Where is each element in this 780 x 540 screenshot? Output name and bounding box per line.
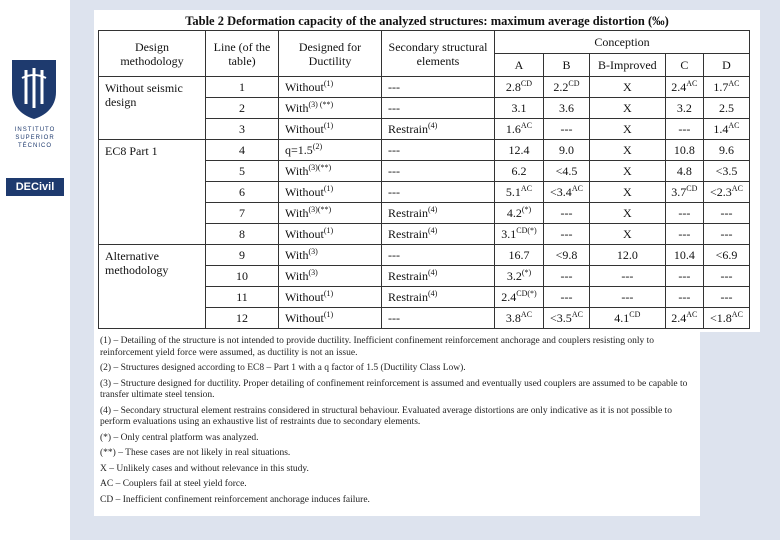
footnote: X – Unlikely cases and without relevance in this study. <box>100 463 309 474</box>
cell-value: X <box>623 101 632 115</box>
designed-cell <box>279 308 382 329</box>
value-cell-b-improved <box>590 182 666 203</box>
footnote: (1) – Detailing of the structure is not intended to provide ductility. Inefficient confinement reinforcement anchorage and couplers resisting only to reinforcement yield force were assumed, as ductility is not an issue. <box>100 336 654 358</box>
value-cell-c <box>665 77 703 98</box>
sidebar <box>0 0 70 540</box>
cell-value: Restrain <box>388 269 428 283</box>
designed-cell <box>279 161 382 182</box>
cell-superscript: CD(*) <box>516 226 537 235</box>
cell-value: --- <box>678 227 691 241</box>
value-cell-c <box>665 161 703 182</box>
cell-superscript: (4) <box>428 226 438 235</box>
designed-cell <box>279 98 382 119</box>
cell-value: --- <box>720 227 733 241</box>
line-cell <box>206 119 279 140</box>
value-cell-c <box>665 119 703 140</box>
cell-value: Without <box>285 227 324 241</box>
cell-superscript: (4) <box>428 289 438 298</box>
cell-value: With <box>285 206 309 220</box>
value-cell-b <box>543 119 589 140</box>
header-col-a: A <box>495 54 544 77</box>
designed-cell <box>279 119 382 140</box>
cell-value: 3.2 <box>676 101 692 115</box>
cell-superscript: CD(*) <box>516 289 537 298</box>
value-cell-c <box>665 287 703 308</box>
secondary-cell <box>382 119 495 140</box>
methodology-cell: Without seismic design <box>99 77 206 140</box>
cell-value: 4.1 <box>614 311 630 325</box>
cell-value: 3 <box>239 122 245 136</box>
line-cell <box>206 203 279 224</box>
line-cell <box>206 98 279 119</box>
cell-value: 9 <box>239 248 245 262</box>
cell-value: 16.7 <box>508 248 530 262</box>
secondary-cell <box>382 287 495 308</box>
cell-value: --- <box>560 206 573 220</box>
cell-superscript: (4) <box>428 205 438 214</box>
value-cell-b <box>543 77 589 98</box>
header-col-b: B <box>543 54 589 77</box>
value-cell-d <box>703 98 749 119</box>
cell-superscript: (3) <box>308 268 318 277</box>
designed-cell <box>279 140 382 161</box>
cell-value: --- <box>388 143 400 157</box>
cell-value: X <box>623 206 632 220</box>
value-cell-c <box>665 266 703 287</box>
line-cell <box>206 287 279 308</box>
cell-value: With <box>285 101 309 115</box>
cell-superscript: CD <box>629 310 641 319</box>
value-cell-b <box>543 224 589 245</box>
cell-value: Restrain <box>388 227 428 241</box>
footnote: (2) – Structures designed according to EC8 – Part 1 with a q factor of 1.5 (Ductility Class Low). <box>100 363 466 373</box>
cell-superscript: (1) <box>323 289 334 298</box>
value-cell-a <box>495 308 544 329</box>
secondary-cell <box>382 266 495 287</box>
cell-value: --- <box>388 80 400 94</box>
cell-superscript: AC <box>520 121 533 130</box>
cell-value: 3.1 <box>501 227 517 241</box>
value-cell-d <box>703 119 749 140</box>
cell-value: 1.6 <box>505 122 521 136</box>
value-cell-b <box>543 308 589 329</box>
designed-cell <box>279 224 382 245</box>
cell-value: --- <box>621 269 634 283</box>
value-cell-a <box>495 77 544 98</box>
cell-value: 12.0 <box>616 248 638 262</box>
value-cell-b-improved <box>590 140 666 161</box>
cell-value: 5.1 <box>505 185 521 199</box>
cell-value: 7 <box>239 206 245 220</box>
cell-value: Restrain <box>388 290 428 304</box>
line-cell <box>206 224 279 245</box>
cell-value: Restrain <box>388 206 428 220</box>
value-cell-b <box>543 98 589 119</box>
value-cell-c <box>665 203 703 224</box>
cell-superscript: (3)(**) <box>308 163 332 172</box>
cell-value: --- <box>720 269 733 283</box>
cell-superscript: AC <box>728 79 740 88</box>
deformation-table <box>98 30 750 329</box>
value-cell-a <box>495 224 544 245</box>
footnote: (4) – Secondary structural element restrains considered in structural behaviour. Evaluated average distortions are only indicative as it is not possible to perform evaluations using an exhaustive list of restraints due to secondary elements. <box>100 405 672 427</box>
cell-value: X <box>623 143 632 157</box>
line-cell <box>206 266 279 287</box>
table-row <box>99 77 750 98</box>
value-cell-d <box>703 224 749 245</box>
cell-superscript: (*) <box>521 205 532 214</box>
cell-value: Without <box>285 185 324 199</box>
cell-superscript: (1) <box>323 310 334 319</box>
value-cell-c <box>665 224 703 245</box>
cell-superscript: (4) <box>428 268 438 277</box>
value-cell-b-improved <box>590 77 666 98</box>
cell-value: <3.5 <box>550 311 572 325</box>
footnote: (3) – Structure designed for ductility. Proper detailing of confinement reinforcement is assumed and eventually used couplers are assumed to be capable to transfer ultimate steel tension. <box>100 378 688 400</box>
value-cell-d <box>703 266 749 287</box>
value-cell-d <box>703 140 749 161</box>
value-cell-b <box>543 161 589 182</box>
cell-value: 4.2 <box>506 206 522 220</box>
designed-cell <box>279 203 382 224</box>
cell-value: 4 <box>239 143 245 157</box>
value-cell-b-improved <box>590 266 666 287</box>
line-cell <box>206 161 279 182</box>
methodology-cell: EC8 Part 1 <box>99 140 206 245</box>
value-cell-b-improved <box>590 245 666 266</box>
cell-value: --- <box>678 269 691 283</box>
cell-value: With <box>285 164 309 178</box>
cell-value: X <box>623 122 632 136</box>
cell-value: <3.4 <box>550 185 572 199</box>
cell-value: 4.8 <box>676 164 692 178</box>
cell-value: --- <box>720 206 733 220</box>
cell-value: 9.6 <box>718 143 734 157</box>
value-cell-b-improved <box>590 203 666 224</box>
secondary-cell <box>382 140 495 161</box>
cell-value: <4.5 <box>555 164 578 178</box>
cell-value: 3.7 <box>671 185 687 199</box>
value-cell-d <box>703 287 749 308</box>
cell-superscript: CD <box>568 79 580 88</box>
cell-value: <6.9 <box>715 248 738 262</box>
value-cell-b <box>543 203 589 224</box>
secondary-cell <box>382 245 495 266</box>
value-cell-b-improved <box>590 287 666 308</box>
cell-value: --- <box>621 290 634 304</box>
cell-superscript: (2) <box>312 142 323 151</box>
value-cell-c <box>665 182 703 203</box>
footnotes-panel <box>94 332 700 516</box>
cell-value: --- <box>560 269 573 283</box>
value-cell-c <box>665 245 703 266</box>
cell-value: 10.4 <box>673 248 695 262</box>
cell-value: <3.5 <box>715 164 738 178</box>
cell-value: X <box>623 227 632 241</box>
cell-value: With <box>285 248 309 262</box>
cell-superscript: AC <box>571 310 583 319</box>
value-cell-c <box>665 140 703 161</box>
cell-value: q=1.5 <box>285 143 313 157</box>
cell-value: <2.3 <box>710 185 732 199</box>
cell-value: Without <box>285 122 324 136</box>
value-cell-a <box>495 161 544 182</box>
line-cell <box>206 245 279 266</box>
value-cell-c <box>665 98 703 119</box>
table-title: Table 2 Deformation capacity of the analyzed structures: maximum average distortion (‰) <box>185 14 669 28</box>
cell-value: Without <box>285 290 324 304</box>
cell-value: --- <box>388 101 400 115</box>
cell-value: X <box>623 80 632 94</box>
cell-value: 2.4 <box>671 80 687 94</box>
cell-value: 12.4 <box>508 143 530 157</box>
cell-value: 6 <box>239 185 245 199</box>
cell-value: 12 <box>236 311 248 325</box>
cell-superscript: (4) <box>428 121 438 130</box>
value-cell-b-improved <box>590 161 666 182</box>
cell-value: 3.1 <box>511 101 527 115</box>
line-cell <box>206 182 279 203</box>
department-badge: DECivil <box>6 178 64 196</box>
secondary-cell <box>382 161 495 182</box>
value-cell-a <box>495 287 544 308</box>
secondary-cell <box>382 98 495 119</box>
secondary-cell <box>382 224 495 245</box>
footnote: (**) – These cases are not likely in real situations. <box>100 448 291 458</box>
cell-value: 2.4 <box>671 311 687 325</box>
secondary-cell <box>382 203 495 224</box>
cell-superscript: (3)(**) <box>308 205 332 214</box>
cell-value: X <box>623 164 632 178</box>
cell-value: Without <box>285 80 324 94</box>
value-cell-d <box>703 245 749 266</box>
cell-value: --- <box>560 122 573 136</box>
cell-value: 8 <box>239 227 245 241</box>
cell-value: --- <box>560 227 573 241</box>
cell-superscript: CD <box>520 79 533 88</box>
value-cell-a <box>495 245 544 266</box>
cell-value: 5 <box>239 164 245 178</box>
value-cell-d <box>703 308 749 329</box>
cell-value: --- <box>388 185 400 199</box>
value-cell-b-improved <box>590 224 666 245</box>
cell-value: 6.2 <box>511 164 527 178</box>
secondary-cell <box>382 77 495 98</box>
value-cell-b-improved <box>590 308 666 329</box>
header-line: Line (of the table) <box>206 31 279 77</box>
value-cell-c <box>665 308 703 329</box>
cell-value: 2.4 <box>501 290 517 304</box>
value-cell-a <box>495 203 544 224</box>
table-row <box>99 245 750 266</box>
header-conception: Conception <box>495 31 750 54</box>
header-col-c: C <box>665 54 703 77</box>
value-cell-b <box>543 266 589 287</box>
line-cell <box>206 140 279 161</box>
value-cell-d <box>703 203 749 224</box>
cell-superscript: AC <box>728 121 740 130</box>
value-cell-b <box>543 287 589 308</box>
value-cell-a <box>495 266 544 287</box>
cell-superscript: AC <box>520 184 533 193</box>
table-row <box>99 140 750 161</box>
secondary-cell <box>382 182 495 203</box>
value-cell-b-improved <box>590 98 666 119</box>
cell-value: 1.4 <box>713 122 729 136</box>
header-col-d: D <box>703 54 749 77</box>
cell-superscript: CD <box>686 184 698 193</box>
cell-superscript: (1) <box>323 121 334 130</box>
cell-value: --- <box>388 248 400 262</box>
line-cell <box>206 308 279 329</box>
cell-value: --- <box>388 311 400 325</box>
header-secondary: Secondary structural elements <box>382 31 495 77</box>
cell-value: Without <box>285 311 324 325</box>
cell-value: 2.2 <box>553 80 569 94</box>
value-cell-d <box>703 161 749 182</box>
value-cell-d <box>703 77 749 98</box>
cell-superscript: (1) <box>323 79 334 88</box>
cell-superscript: (1) <box>323 184 334 193</box>
cell-value: 11 <box>236 290 248 304</box>
cell-value: 2 <box>239 101 245 115</box>
deformation-table-panel <box>94 10 760 332</box>
cell-value: With <box>285 269 309 283</box>
value-cell-a <box>495 119 544 140</box>
value-cell-b <box>543 182 589 203</box>
secondary-cell <box>382 308 495 329</box>
footnote: CD – Inefficient confinement reinforcement anchorage induces failure. <box>100 494 370 505</box>
header-col-b-improved: B-Improved <box>590 54 666 77</box>
cell-superscript: (1) <box>323 226 334 235</box>
cell-value: --- <box>560 290 573 304</box>
designed-cell <box>279 287 382 308</box>
cell-value: 10 <box>236 269 248 283</box>
logo-text: INSTITUTO SUPERIOR TÉCNICO <box>14 127 56 149</box>
cell-value: --- <box>388 164 400 178</box>
header-methodology: Design methodology <box>99 31 206 77</box>
cell-value: 3.8 <box>505 311 521 325</box>
cell-value: 2.8 <box>505 80 521 94</box>
cell-superscript: AC <box>686 310 698 319</box>
cell-superscript: AC <box>686 79 698 88</box>
cell-value: X <box>623 185 632 199</box>
designed-cell <box>279 245 382 266</box>
cell-value: 9.0 <box>558 143 574 157</box>
cell-superscript: (*) <box>521 268 532 277</box>
cell-value: 10.8 <box>673 143 695 157</box>
cell-value: --- <box>678 290 691 304</box>
cell-value: <9.8 <box>555 248 578 262</box>
designed-cell <box>279 266 382 287</box>
cell-superscript: AC <box>731 184 743 193</box>
value-cell-b <box>543 140 589 161</box>
cell-value: 1.7 <box>713 80 729 94</box>
ist-logo-icon <box>10 58 58 120</box>
footnote: (*) – Only central platform was analyzed. <box>100 432 259 443</box>
footnote: AC – Couplers fail at steel yield force. <box>100 479 247 489</box>
cell-superscript: AC <box>731 310 743 319</box>
value-cell-b <box>543 245 589 266</box>
cell-value: --- <box>678 206 691 220</box>
value-cell-a <box>495 98 544 119</box>
designed-cell <box>279 182 382 203</box>
cell-superscript: AC <box>520 310 533 319</box>
cell-value: --- <box>678 122 691 136</box>
cell-superscript: (3) <box>308 247 318 256</box>
designed-cell <box>279 77 382 98</box>
methodology-cell: Alternative methodology <box>99 245 206 329</box>
header-designed-for: Designed for Ductility <box>279 31 382 77</box>
cell-superscript: AC <box>571 184 583 193</box>
cell-value: <1.8 <box>710 311 732 325</box>
line-cell <box>206 77 279 98</box>
cell-superscript: (3) (**) <box>308 100 334 109</box>
cell-value: Restrain <box>388 122 428 136</box>
cell-value: 3.2 <box>506 269 522 283</box>
cell-value: 1 <box>239 80 245 94</box>
value-cell-a <box>495 140 544 161</box>
cell-value: --- <box>720 290 733 304</box>
cell-value: 2.5 <box>718 101 734 115</box>
value-cell-b-improved <box>590 119 666 140</box>
cell-value: 3.6 <box>558 101 574 115</box>
value-cell-d <box>703 182 749 203</box>
value-cell-a <box>495 182 544 203</box>
